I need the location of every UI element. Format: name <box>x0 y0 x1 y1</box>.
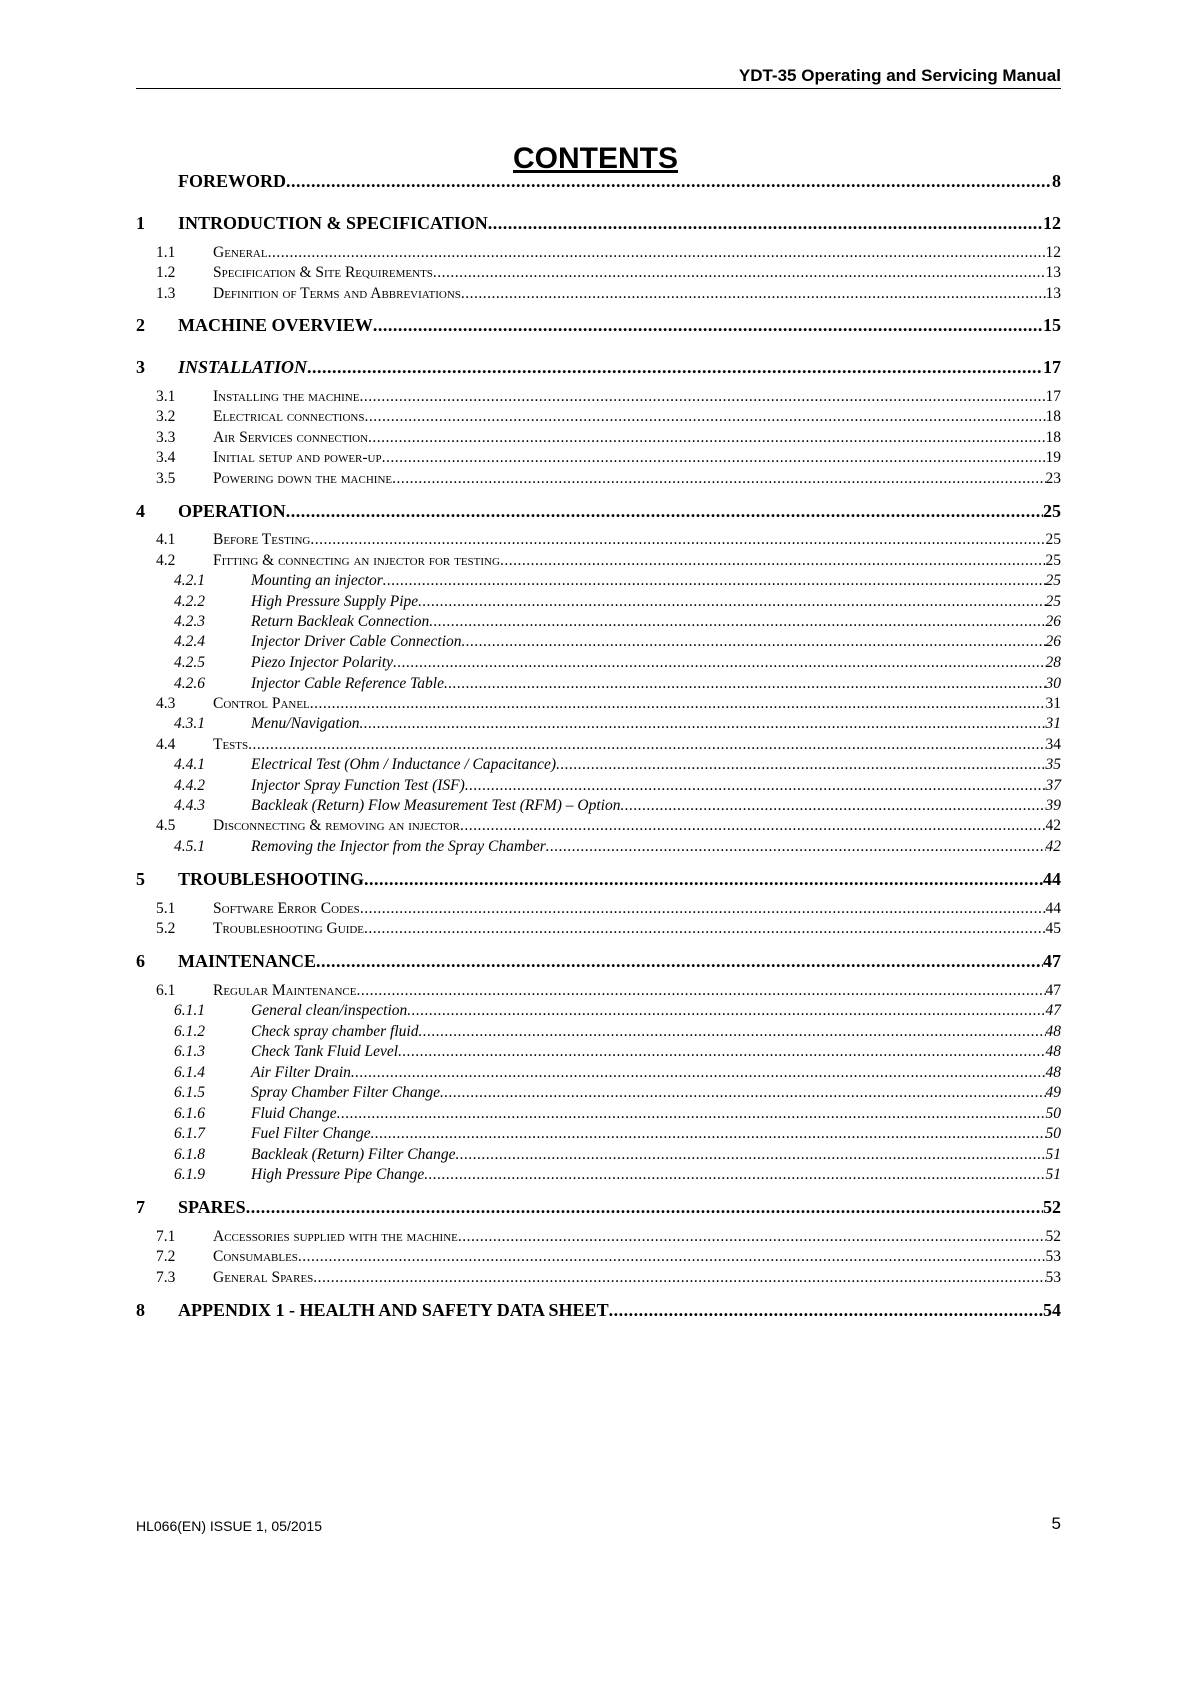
toc-dot-leader <box>286 502 1043 520</box>
toc-entry-number: 6.1.2 <box>174 1023 205 1040</box>
toc-entry-page: 51 <box>1045 1146 1061 1163</box>
toc-entry-title: Installing the machine <box>213 388 360 405</box>
toc-dot-leader <box>461 286 1046 302</box>
toc-entry[interactable] <box>136 553 1061 569</box>
toc-entry-page: 15 <box>1043 315 1061 335</box>
toc-entry-page: 26 <box>1045 633 1061 650</box>
toc-entry-title: Menu/Navigation <box>251 715 360 732</box>
toc-entry-number: 2 <box>136 315 145 335</box>
toc-entry-page: 19 <box>1045 449 1061 466</box>
toc-dot-leader <box>368 430 1045 446</box>
toc-entry-page: 12 <box>1043 213 1061 233</box>
toc-entry[interactable] <box>136 1229 1061 1245</box>
toc-entry[interactable] <box>136 1198 1061 1216</box>
toc-entry-title: Fuel Filter Change <box>251 1125 371 1142</box>
toc-entry-page: 25 <box>1045 572 1061 589</box>
toc-entry-number: 5.2 <box>156 920 176 937</box>
toc-entry-number: 7.2 <box>156 1248 176 1265</box>
toc-entry-number: 8 <box>136 1300 145 1320</box>
toc-entry-number: 6.1.7 <box>174 1125 205 1142</box>
document-header-title: YDT-35 Operating and Servicing Manual <box>738 66 1061 85</box>
toc-entry-number: 3 <box>136 357 145 377</box>
toc-dot-leader <box>307 358 1043 376</box>
toc-entry-title: Powering down the machine <box>213 470 393 487</box>
toc-entry-title: Removing the Injector from the Spray Chamber <box>251 838 546 855</box>
toc-dot-leader <box>286 172 1052 190</box>
toc-entry-title: Check spray chamber fluid <box>251 1023 419 1040</box>
toc-entry-page: 48 <box>1045 1043 1061 1060</box>
toc-entry-page: 42 <box>1045 817 1061 834</box>
toc-entry[interactable] <box>136 245 1061 261</box>
toc-entry-title: Air Services connection <box>213 429 369 446</box>
toc-entry-page: 49 <box>1045 1084 1061 1101</box>
toc-entry-title: Initial setup and power-up <box>213 449 382 466</box>
toc-entry-page: 25 <box>1045 552 1061 569</box>
toc-entry-title: Fitting & connecting an injector for testing <box>213 552 500 569</box>
toc-entry-number: 4.2.2 <box>174 593 205 610</box>
toc-entry-number: 3.5 <box>156 470 176 487</box>
toc-dot-leader <box>364 870 1043 888</box>
toc-entry[interactable] <box>136 471 1061 487</box>
toc-entry-number: 4.4.2 <box>174 777 205 794</box>
toc-dot-leader <box>620 798 1045 814</box>
toc-entry-number: 7 <box>136 1197 145 1217</box>
toc-entry[interactable] <box>136 286 1061 302</box>
toc-entry-title: Spray Chamber Filter Change <box>251 1084 440 1101</box>
toc-entry-title: Regular Maintenance <box>213 982 357 999</box>
toc-entry[interactable] <box>136 676 1061 692</box>
toc-dot-leader <box>371 1126 1046 1142</box>
toc-entry[interactable] <box>136 1065 1061 1081</box>
toc-entry-title: FOREWORD <box>178 171 286 191</box>
toc-entry[interactable] <box>136 983 1061 999</box>
toc-entry-title: Before Testing <box>213 531 311 548</box>
toc-entry-page: 45 <box>1045 920 1061 937</box>
toc-dot-leader <box>609 1301 1043 1319</box>
toc-dot-leader <box>246 1198 1043 1216</box>
toc-entry[interactable] <box>136 573 1061 589</box>
toc-entry[interactable] <box>136 502 1061 520</box>
toc-entry[interactable] <box>136 1106 1061 1122</box>
toc-entry-title: Backleak (Return) Filter Change <box>251 1146 456 1163</box>
toc-dot-leader <box>373 316 1043 334</box>
toc-entry[interactable] <box>136 172 1061 190</box>
toc-entry-page: 34 <box>1045 736 1061 753</box>
toc-dot-leader <box>500 553 1046 569</box>
toc-entry-page: 25 <box>1043 501 1061 521</box>
toc-entry-title: Fluid Change <box>251 1105 337 1122</box>
toc-entry[interactable] <box>136 614 1061 630</box>
toc-entry-title: INSTALLATION <box>178 357 308 377</box>
toc-dot-leader <box>393 655 1045 671</box>
toc-entry-number: 4.2.3 <box>174 613 205 630</box>
toc-entry-title: Injector Spray Function Test (ISF) <box>251 777 465 794</box>
toc-entry[interactable] <box>136 1085 1061 1101</box>
toc-entry-page: 25 <box>1045 593 1061 610</box>
toc-entry-number: 6.1.6 <box>174 1105 205 1122</box>
toc-dot-leader <box>462 634 1046 650</box>
toc-dot-leader <box>351 1065 1046 1081</box>
toc-entry[interactable] <box>136 737 1061 753</box>
toc-entry-title: Return Backleak Connection <box>251 613 430 630</box>
toc-dot-leader <box>418 594 1045 610</box>
toc-entry-number: 4.1 <box>156 531 176 548</box>
toc-dot-leader <box>313 1270 1045 1286</box>
toc-dot-leader <box>424 1167 1045 1183</box>
toc-entry-number: 1.3 <box>156 285 176 302</box>
toc-dot-leader <box>310 696 1046 712</box>
toc-dot-leader <box>429 614 1045 630</box>
toc-entry-number: 5.1 <box>156 900 176 917</box>
toc-dot-leader <box>360 716 1046 732</box>
toc-entry[interactable] <box>136 901 1061 917</box>
toc-entry-title: Tests <box>213 736 249 753</box>
toc-entry-number: 3.4 <box>156 449 176 466</box>
toc-entry[interactable] <box>136 1270 1061 1286</box>
toc-entry-number: 4.2.1 <box>174 572 205 589</box>
toc-dot-leader <box>392 471 1045 487</box>
toc-entry-number: 5 <box>136 869 145 889</box>
toc-entry-title: Electrical Test (Ohm / Inductance / Capacitance) <box>251 756 557 773</box>
toc-entry-number: 4.3 <box>156 695 176 712</box>
toc-entry-page: 52 <box>1045 1228 1061 1245</box>
toc-dot-leader <box>268 245 1046 261</box>
toc-entry-title: SPARES <box>178 1197 246 1217</box>
page-title: CONTENTS <box>513 142 678 176</box>
toc-entry-page: 50 <box>1045 1125 1061 1142</box>
toc-dot-leader <box>546 839 1046 855</box>
toc-dot-leader <box>337 1106 1046 1122</box>
toc-entry[interactable] <box>136 952 1061 970</box>
toc-entry-number: 6.1.9 <box>174 1166 205 1183</box>
toc-entry-title: OPERATION <box>178 501 286 521</box>
toc-entry[interactable] <box>136 655 1061 671</box>
toc-entry-title: MAINTENANCE <box>178 951 317 971</box>
toc-dot-leader <box>383 573 1046 589</box>
toc-entry[interactable] <box>136 594 1061 610</box>
toc-entry-title: Disconnecting & removing an injector <box>213 817 460 834</box>
toc-entry-page: 31 <box>1045 695 1061 712</box>
toc-entry-title: General <box>213 244 268 261</box>
toc-entry-title: APPENDIX 1 - HEALTH AND SAFETY DATA SHEET <box>178 1300 609 1320</box>
toc-entry-title: Air Filter Drain <box>251 1064 351 1081</box>
toc-dot-leader <box>433 265 1046 281</box>
toc-entry-number: 6.1.4 <box>174 1064 205 1081</box>
toc-entry-page: 37 <box>1045 777 1061 794</box>
toc-entry[interactable] <box>136 1044 1061 1060</box>
toc-entry-number: 6.1.3 <box>174 1043 205 1060</box>
footer-issue: HL066(EN) ISSUE 1, 05/2015 <box>136 1518 322 1534</box>
toc-entry-title: Control Panel <box>213 695 310 712</box>
toc-entry-number: 1.2 <box>156 264 176 281</box>
toc-entry-page: 53 <box>1045 1248 1061 1265</box>
toc-dot-leader <box>360 901 1046 917</box>
toc-entry-title: INTRODUCTION & SPECIFICATION <box>178 213 488 233</box>
toc-entry[interactable] <box>136 316 1061 334</box>
toc-entry[interactable] <box>136 757 1061 773</box>
toc-entry-number: 3.3 <box>156 429 176 446</box>
toc-entry-number: 4.2.5 <box>174 654 205 671</box>
toc-entry[interactable] <box>136 870 1061 888</box>
toc-entry[interactable] <box>136 839 1061 855</box>
toc-entry[interactable] <box>136 1126 1061 1142</box>
toc-entry[interactable] <box>136 778 1061 794</box>
toc-dot-leader <box>488 214 1043 232</box>
toc-entry-title: MACHINE OVERVIEW <box>178 315 373 335</box>
toc-entry-title: High Pressure Supply Pipe <box>251 593 419 610</box>
toc-entry-title: Software Error Codes <box>213 900 360 917</box>
toc-entry-page: 42 <box>1045 838 1061 855</box>
toc-entry-title: Troubleshooting Guide <box>213 920 365 937</box>
toc-dot-leader <box>298 1249 1046 1265</box>
toc-entry[interactable] <box>136 450 1061 466</box>
toc-dot-leader <box>460 818 1046 834</box>
toc-entry-page: 48 <box>1045 1023 1061 1040</box>
toc-entry-title: General clean/inspection <box>251 1002 408 1019</box>
toc-entry-title: Mounting an injector <box>251 572 383 589</box>
toc-entry-number: 4.2.4 <box>174 633 205 650</box>
toc-entry[interactable] <box>136 358 1061 376</box>
toc-entry-title: Specification & Site Requirements <box>213 264 433 281</box>
toc-entry-page: 30 <box>1045 675 1061 692</box>
toc-dot-leader <box>310 532 1045 548</box>
toc-entry-title: General Spares <box>213 1269 314 1286</box>
toc-entry-page: 23 <box>1045 470 1061 487</box>
toc-dot-leader <box>440 1085 1046 1101</box>
toc-entry-page: 26 <box>1045 613 1061 630</box>
toc-entry-number: 6.1.5 <box>174 1084 205 1101</box>
toc-entry-page: 28 <box>1045 654 1061 671</box>
toc-entry-page: 53 <box>1045 1269 1061 1286</box>
toc-entry[interactable] <box>136 409 1061 425</box>
toc-entry[interactable] <box>136 818 1061 834</box>
toc-entry-title: Consumables <box>213 1248 298 1265</box>
toc-entry[interactable] <box>136 430 1061 446</box>
toc-dot-leader <box>455 1147 1045 1163</box>
toc-entry-page: 48 <box>1045 1064 1061 1081</box>
toc-entry[interactable] <box>136 265 1061 281</box>
toc-entry[interactable] <box>136 532 1061 548</box>
toc-entry[interactable] <box>136 696 1061 712</box>
toc-entry-number: 4.2 <box>156 552 176 569</box>
toc-entry-number: 7.3 <box>156 1269 176 1286</box>
toc-entry-title: Injector Driver Cable Connection <box>251 633 462 650</box>
toc-entry-title: Check Tank Fluid Level <box>251 1043 399 1060</box>
toc-entry-number: 4.4.1 <box>174 756 205 773</box>
toc-entry-number: 6 <box>136 951 145 971</box>
toc-entry[interactable] <box>136 1249 1061 1265</box>
toc-entry-title: Electrical connections <box>213 408 365 425</box>
toc-entry-page: 52 <box>1043 1197 1061 1217</box>
toc-entry-page: 18 <box>1045 408 1061 425</box>
toc-dot-leader <box>248 737 1045 753</box>
toc-dot-leader <box>458 1229 1046 1245</box>
toc-entry-page: 50 <box>1045 1105 1061 1122</box>
toc-entry-number: 4.4.3 <box>174 797 205 814</box>
toc-entry[interactable] <box>136 1024 1061 1040</box>
toc-entry-page: 17 <box>1045 388 1061 405</box>
toc-entry[interactable] <box>136 389 1061 405</box>
toc-entry-page: 12 <box>1045 244 1061 261</box>
footer-page-number: 5 <box>1051 1514 1061 1533</box>
toc-entry-number: 6.1 <box>156 982 176 999</box>
toc-entry-title: TROUBLESHOOTING <box>178 869 365 889</box>
toc-entry-page: 18 <box>1045 429 1061 446</box>
toc-entry[interactable] <box>136 634 1061 650</box>
toc-dot-leader <box>444 676 1046 692</box>
toc-entry[interactable] <box>136 1147 1061 1163</box>
toc-dot-leader <box>418 1024 1045 1040</box>
toc-entry-page: 47 <box>1045 1002 1061 1019</box>
toc-entry-title: Backleak (Return) Flow Measurement Test (RFM) – Option <box>251 797 621 814</box>
toc-entry[interactable] <box>136 921 1061 937</box>
toc-entry[interactable] <box>136 1301 1061 1319</box>
toc-dot-leader <box>356 983 1045 999</box>
toc-entry-page: 31 <box>1045 715 1061 732</box>
toc-entry-number: 1.1 <box>156 244 176 261</box>
toc-entry-page: 13 <box>1045 285 1061 302</box>
toc-entry-number: 7.1 <box>156 1228 176 1245</box>
toc-dot-leader <box>398 1044 1045 1060</box>
toc-entry-title: High Pressure Pipe Change <box>251 1166 425 1183</box>
toc-dot-leader <box>556 757 1045 773</box>
toc-entry-number: 4.5.1 <box>174 838 205 855</box>
toc-entry-page: 8 <box>1052 171 1061 191</box>
toc-dot-leader <box>364 409 1045 425</box>
toc-entry-title: Definition of Terms and Abbreviations <box>213 285 461 302</box>
toc-entry[interactable] <box>136 798 1061 814</box>
toc-entry-title: Piezo Injector Polarity <box>251 654 394 671</box>
toc-entry-number: 4.5 <box>156 817 176 834</box>
toc-entry-page: 51 <box>1045 1166 1061 1183</box>
toc-entry-number: 6.1.8 <box>174 1146 205 1163</box>
toc-entry-number: 3.2 <box>156 408 176 425</box>
toc-dot-leader <box>359 389 1045 405</box>
toc-entry-page: 54 <box>1043 1300 1061 1320</box>
toc-entry-page: 47 <box>1043 951 1061 971</box>
toc-entry-page: 17 <box>1043 357 1061 377</box>
toc-dot-leader <box>382 450 1046 466</box>
toc-entry[interactable] <box>136 1167 1061 1183</box>
toc-entry-number: 6.1.1 <box>174 1002 205 1019</box>
toc-entry-page: 39 <box>1045 797 1061 814</box>
toc-entry-page: 13 <box>1045 264 1061 281</box>
toc-entry-page: 44 <box>1045 900 1061 917</box>
toc-entry-page: 25 <box>1045 531 1061 548</box>
toc-dot-leader <box>465 778 1046 794</box>
toc-entry-number: 1 <box>136 213 145 233</box>
toc-entry-number: 4.2.6 <box>174 675 205 692</box>
toc-entry[interactable] <box>136 1003 1061 1019</box>
toc-entry-number: 3.1 <box>156 388 176 405</box>
toc-entry-title: Injector Cable Reference Table <box>251 675 444 692</box>
toc-entry-page: 47 <box>1045 982 1061 999</box>
toc-dot-leader <box>407 1003 1045 1019</box>
toc-entry-number: 4.4 <box>156 736 176 753</box>
toc-dot-leader <box>316 952 1043 970</box>
toc-entry-number: 4.3.1 <box>174 715 205 732</box>
toc-entry-number: 4 <box>136 501 145 521</box>
toc-entry-page: 44 <box>1043 869 1061 889</box>
toc-entry[interactable] <box>136 214 1061 232</box>
toc-entry[interactable] <box>136 716 1061 732</box>
toc-entry-title: Accessories supplied with the machine <box>213 1228 458 1245</box>
toc-dot-leader <box>364 921 1045 937</box>
toc-entry-page: 35 <box>1045 756 1061 773</box>
